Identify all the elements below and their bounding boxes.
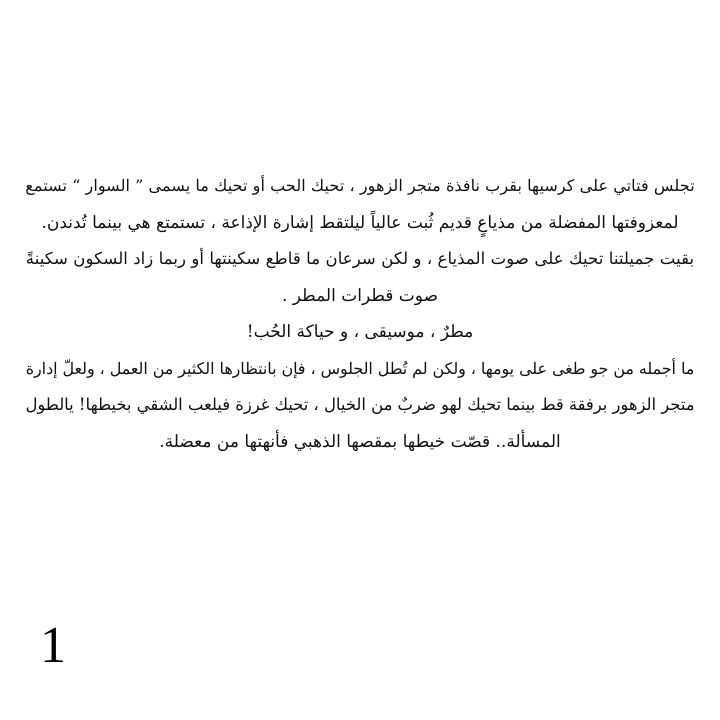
text-line: متجر الزهور برفقة قط بينما تحيك لهو ضربٌ من الخيال ، تحيك غرزة فيلعب الشقي بخيطها! يالطول	[25, 395, 695, 414]
text-line: المسألة.. قصّت خيطها بمقصها الذهبي فأنهتها من معضلة.	[159, 431, 561, 452]
text-line: ما أجمله من جو طغى على يومها ، ولكن لم تُطل الجلوس ، فإن بانتظارها الكثير من العمل ، ولعلّ إدارة	[25, 358, 695, 378]
text-line: تجلس فتاتي على كرسيها بقرب نافذة متجر الزهور ، تحيك الحب أو تحيك ما يسمى ” السوار “ تستمع	[25, 176, 695, 195]
page-number: 1	[40, 617, 66, 674]
text-line: بقيت جميلتنا تحيك على صوت المذياع ، و لكن سرعان ما قاطع سكينتها أو ربما زاد السكون سكينةً	[25, 249, 695, 268]
text-line: صوت قطرات المطر .	[281, 285, 439, 306]
text-line: مطرٌ ، موسيقى ، و حياكة الحُب!	[246, 322, 474, 342]
story-text	[22, 168, 698, 460]
text-line: لمعزوفتها المفضلة من مذياعٍ قديم ثُبت عالياً ليلتقط إشارة الإذاعة ، تستمتع هي بينما تُدندن.	[41, 212, 679, 233]
